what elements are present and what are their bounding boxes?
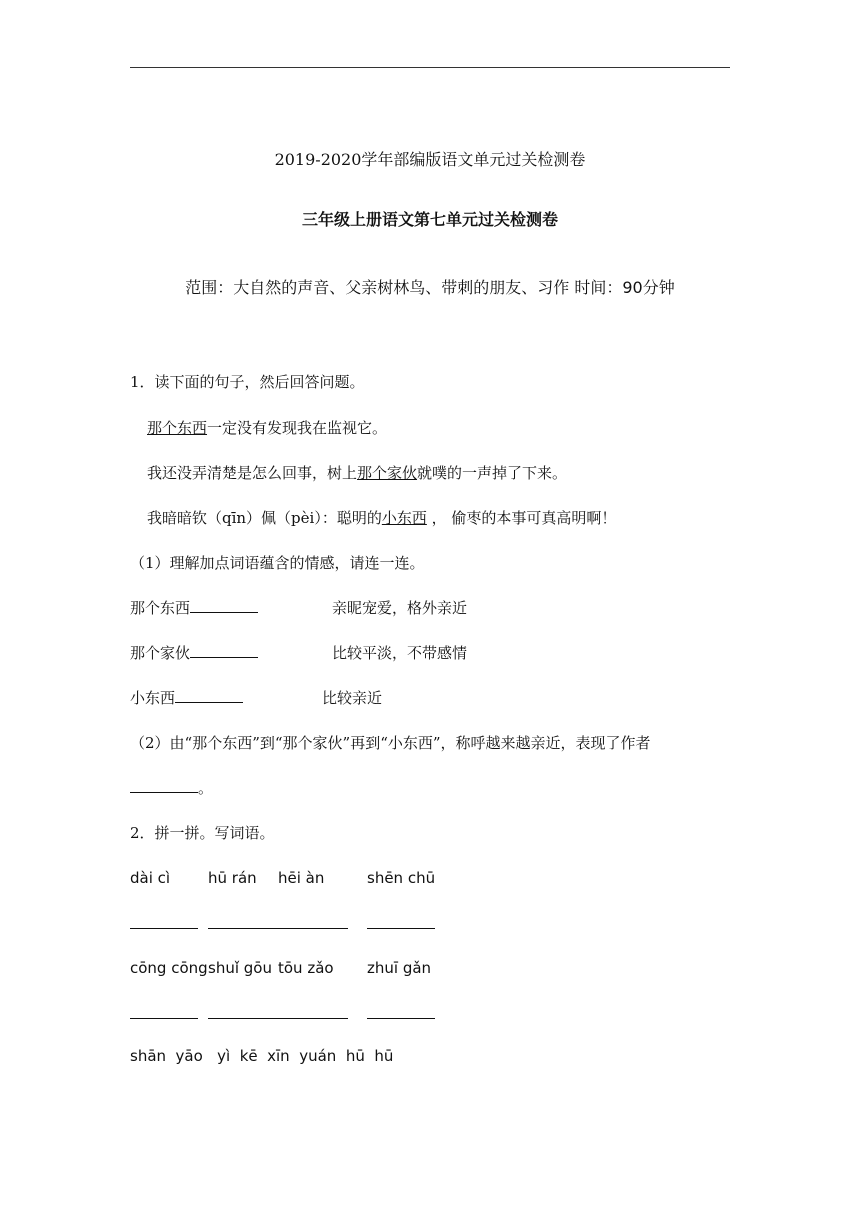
answer-blank[interactable] [175,688,243,703]
answer-blank[interactable] [130,914,198,929]
pinyin-3: hēi àn [278,869,325,887]
match-word-3 [130,688,243,708]
pinyin-6: shuǐ gōu [208,959,272,977]
match-word: 那个东西 [130,599,191,617]
top-rule [130,67,730,68]
period: 。 [198,779,214,797]
q1-sentence-3 [147,508,616,528]
pinyin-1: dài cì [130,869,171,887]
q2-prompt: 2．拼一拼。写词语。 [130,824,275,842]
pinyin-7: tōu zǎo [278,959,334,977]
match-word: 那个家伙 [130,644,191,662]
answer-blank[interactable] [367,1004,435,1019]
underlined-word: 那个东西 [147,419,208,437]
blank-row-2 [367,1004,435,1024]
q1-prompt: 1．读下面的句子，然后回答问题。 [130,373,365,391]
blank-row-2 [130,1004,198,1024]
sentence-text: ， 偷枣的本事可真高明啊！ [426,509,617,527]
underlined-word: 那个家伙 [357,464,418,482]
pinyin-4: shēn chū [367,869,436,887]
exam-title: 三年级上册语文第七单元过关检测卷 [301,210,558,229]
sentence-text: 一定没有发现我在监视它。 [207,419,388,437]
exam-scope: 范围：大自然的声音、父亲树林鸟、带刺的朋友、习作 时间：90分钟 [185,278,675,297]
answer-blank[interactable] [208,914,348,929]
q1-sentence-2 [147,463,567,483]
answer-blank[interactable] [367,914,435,929]
answer-blank[interactable] [190,643,258,658]
q1-sub2: （2）由“那个东西”到“那个家伙”再到“小东西”，称呼越来越亲近，表现了作者 [130,734,651,752]
pinyin-8: zhuī gǎn [367,959,432,977]
pinyin-row-3: shān yāo yì kē xīn yuán hū hū [130,1047,394,1065]
match-word: 小东西 [130,689,176,707]
blank-row-1 [208,914,348,934]
exam-series-title: 2019-2020学年部编版语文单元过关检测卷 [274,150,586,169]
answer-blank[interactable] [130,1004,198,1019]
sentence-text: 我暗暗钦（qīn）佩（pèi）：聪明的 [147,509,382,527]
sentence-text: 就噗的一声掉了下来。 [417,464,568,482]
pinyin-2: hū rán [208,869,257,887]
blank-row-1 [130,914,198,934]
answer-blank[interactable] [208,1004,348,1019]
q1-sub1: （1）理解加点词语蕴含的情感，请连一连。 [130,554,425,572]
match-meaning-3: 比较亲近 [322,689,383,707]
underlined-word: 小东西 [381,509,427,527]
answer-blank[interactable] [190,598,258,613]
match-word-1 [130,598,258,618]
match-meaning-1: 亲昵宠爱，格外亲近 [332,599,468,617]
sentence-text: 我还没弄清楚是怎么回事，树上 [147,464,358,482]
match-word-2 [130,643,258,663]
q1-sub2-answer-line [130,778,213,798]
match-meaning-2: 比较平淡，不带感情 [332,644,468,662]
blank-row-2 [208,1004,348,1024]
pinyin-5: cōng cōng [130,959,208,977]
q1-sentence-1 [147,418,387,438]
answer-blank[interactable] [130,778,198,793]
blank-row-1 [367,914,435,934]
